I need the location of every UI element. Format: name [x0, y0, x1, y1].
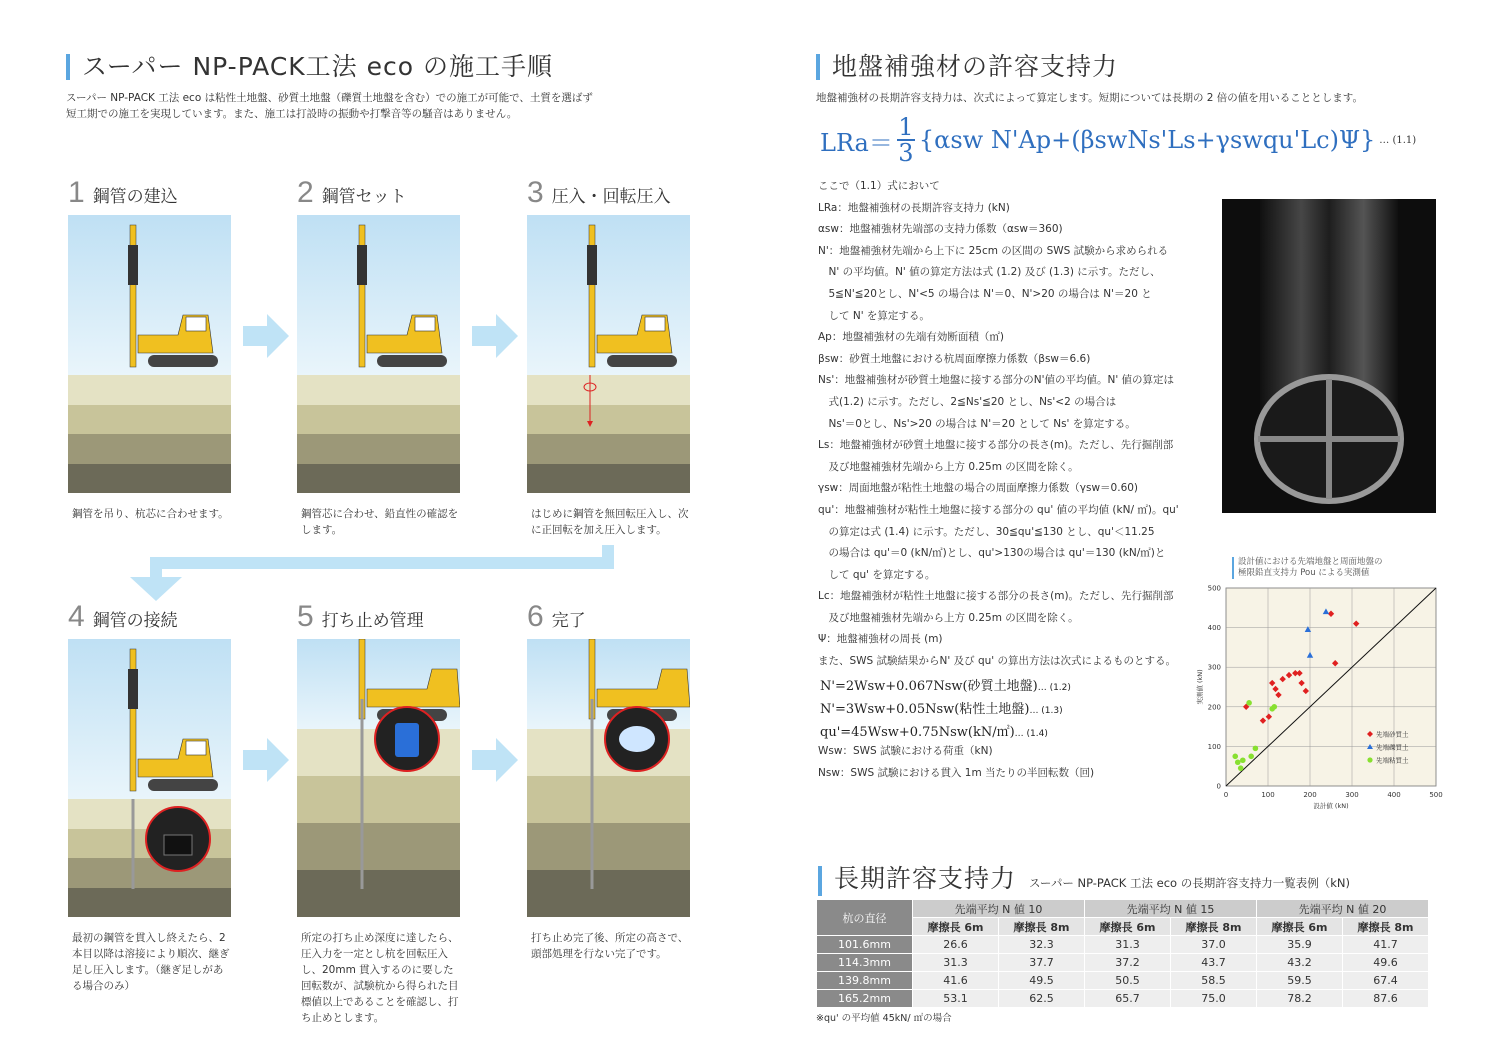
row-diameter: 101.6mm [817, 936, 913, 954]
y-axis-label: 実測値 (kN) [1196, 669, 1204, 705]
step-illustration-4 [68, 639, 231, 917]
definition-row: 式(1.2) に示す。ただし、2≦Ns'≦20 とし、Ns'<2 の場合は [818, 395, 1117, 408]
equation-row: N'=3Wsw+0.05Nsw(粘性土地盤)… (1.3) [820, 702, 1063, 717]
table-note: ※qu' の平均値 45kN/ ㎡の場合 [816, 1013, 952, 1024]
table-cell: 43.7 [1171, 954, 1257, 972]
row-diameter: 139.8mm [817, 972, 913, 990]
table-cell: 35.9 [1257, 936, 1343, 954]
table-cell: 43.2 [1257, 954, 1343, 972]
table-row [817, 990, 1429, 1008]
step-heading-4: 4 鋼管の接続 [68, 600, 178, 633]
step-illustration-5 [297, 639, 460, 917]
definition-row: Nsw：SWS 試験における貫入 1m 当たりの半回転数（回) [818, 766, 1095, 779]
equation-row: N'=2Wsw+0.067Nsw(砂質土地盤)… (1.2) [820, 679, 1071, 694]
y-tick-label: 400 [1207, 624, 1221, 633]
definition-row: ここで（1.1）式において [818, 180, 940, 192]
header-diameter: 杭の直径 [817, 900, 913, 936]
step-caption-5: 所定の打ち止め深度に達したら、 圧入力を一定とし杭を回転圧入 し、20mm 貫入するのに要した 回転数が、試験杭から得られた目 標値以上であることを確認し、打 ち止めとします。 [301, 932, 459, 1024]
definition-row: N'：地盤補強材先端から上下に 25cm の区間の SWS 試験から求められる [818, 244, 1169, 257]
data-point-circle [1246, 700, 1252, 706]
table-cell: 49.6 [1343, 954, 1429, 972]
data-point-circle [1253, 746, 1259, 752]
steel-pipe-photo [1222, 199, 1436, 513]
definition-row: の場合は qu'＝0 (kN/㎡)とし、qu'>130の場合は qu'＝130 (kN/㎡)と [818, 547, 1166, 560]
definition-row: Ns'＝0とし、Ns'>20 の場合は N'＝20 として Ns' を算定する。 [818, 417, 1136, 430]
header-group: 先端平均 N 値 15 [1085, 900, 1257, 918]
row-diameter: 165.2mm [817, 990, 913, 1008]
step-arrow-2 [472, 314, 518, 358]
table-cell: 67.4 [1343, 972, 1429, 990]
step-heading-3: 3 圧入・回転圧入 [527, 176, 671, 209]
definition-row: して qu' を算定する。 [818, 568, 936, 581]
table-cell: 53.1 [913, 990, 999, 1008]
table-cell: 50.5 [1085, 972, 1171, 990]
step-arrow-1 [243, 314, 289, 358]
table-cell: 41.7 [1343, 936, 1429, 954]
table-title: 長期許容支持力 スーパー NP-PACK 工法 eco の長期許容支持力一覧表例（kN) [818, 866, 1350, 896]
definition-row: γsw：周面地盤が粘性土地盤の場合の周面摩擦力係数（γsw＝0.60) [818, 482, 1139, 495]
definition-row: Ap：地盤補強材の先端有効断面積（㎡) [818, 331, 1004, 344]
header-sub: 摩擦長 6m [1085, 918, 1171, 936]
data-point-circle [1248, 754, 1254, 760]
step-heading-1: 1 鋼管の建込 [68, 176, 178, 209]
legend-label: 先端粘質土 [1376, 756, 1409, 765]
table-cell: 41.6 [913, 972, 999, 990]
data-point-circle [1272, 704, 1278, 710]
step-heading-5: 5 打ち止め管理 [297, 600, 424, 633]
x-axis-label: 設計値 (kN) [1313, 802, 1349, 810]
definition-row: βsw：砂質土地盤における杭周面摩擦力係数（βsw＝6.6) [818, 352, 1091, 365]
step-caption-3: はじめに鋼管を無回転圧入し、次 に正回転を加え圧入します。 [531, 508, 689, 536]
y-tick-label: 500 [1207, 584, 1221, 593]
step-caption-4: 最初の鋼管を貫入し終えたら、2 本目以降は溶接により順次、継ぎ 足し圧入します。（継ぎ足しがあ る場合のみ） [72, 932, 230, 992]
table-row [817, 972, 1429, 990]
definition-row: また、SWS 試験結果からN' 及び qu' の算出方法は次式によるものとする。 [818, 655, 1177, 668]
definitions-list [818, 176, 1198, 673]
table-cell: 75.0 [1171, 990, 1257, 1008]
definition-row: αsw：地盤補強材先端部の支持力係数（αsw＝360) [818, 223, 1063, 236]
table-cell: 87.6 [1343, 990, 1429, 1008]
x-tick-label: 0 [1223, 791, 1229, 799]
x-tick-label: 500 [1429, 791, 1443, 799]
scatter-chart [1190, 580, 1450, 820]
header-sub: 摩擦長 8m [999, 918, 1085, 936]
table-row [817, 954, 1429, 972]
x-tick-label: 100 [1261, 791, 1275, 799]
definition-row: Ns'：地盤補強材が砂質土地盤に接する部分のN'値の平均値。N' 値の算定は [818, 374, 1175, 387]
step-caption-6: 打ち止め完了後、所定の高さで、 頭部処理を行ない完了です。 [531, 932, 689, 960]
definitions-list-2 [818, 741, 1198, 784]
chart-title: 設計値における先端地盤と周面地盤の 極限鉛直支持力 Pou による実測値 [1232, 557, 1383, 579]
definition-row: 及び地盤補強材先端から上方 0.25m の区間を除く。 [818, 460, 1079, 473]
table-cell: 78.2 [1257, 990, 1343, 1008]
allowable-capacity-table [816, 899, 1429, 1008]
table-cell: 62.5 [999, 990, 1085, 1008]
table-cell: 31.3 [1085, 936, 1171, 954]
main-formula: LRa＝ 1 3 {αsw N'Ap+(βswNs'Ls+γswqu'Lc)Ψ} … (1.1) [820, 113, 1417, 167]
definition-row: Lc：地盤補強材が粘性土地盤に接する部分の長さ(m)。ただし、先行掘削部 [818, 590, 1174, 603]
data-point-circle [1240, 757, 1246, 763]
definition-row: 5≦N'≦20とし、N'<5 の場合は N'＝0、N'>20 の場合は N'＝20 と [818, 287, 1152, 300]
definition-row: 及び地盤補強材先端から上方 0.25m の区間を除く。 [818, 611, 1079, 624]
table-cell: 59.5 [1257, 972, 1343, 990]
y-tick-label: 300 [1207, 663, 1221, 672]
header-sub: 摩擦長 6m [1257, 918, 1343, 936]
step-arrow-3 [243, 738, 289, 782]
table-cell: 31.3 [913, 954, 999, 972]
table-cell: 37.7 [999, 954, 1085, 972]
step-heading-2: 2 鋼管セット [297, 176, 407, 209]
row-diameter: 114.3mm [817, 954, 913, 972]
table-cell: 37.2 [1085, 954, 1171, 972]
x-tick-label: 200 [1303, 791, 1317, 799]
step-illustration-3 [527, 215, 690, 493]
table-cell: 49.5 [999, 972, 1085, 990]
step-caption-1: 鋼管を吊り、杭芯に合わせます。 [72, 508, 229, 520]
header-sub: 摩擦長 8m [1171, 918, 1257, 936]
flow-turn-arrow [120, 545, 620, 601]
sws-equations [820, 676, 1071, 745]
legend-label: 先端砂質土 [1376, 730, 1409, 739]
step-caption-2: 鋼管芯に合わせ、鉛直性の確認を します。 [301, 508, 459, 536]
equation-row: qu'=45Wsw+0.75Nsw(kN/㎡)… (1.4) [820, 725, 1048, 740]
right-intro: 地盤補強材の長期許容支持力は、次式によって算定します。短期については長期の 2 倍の値を用いることとします。 [816, 92, 1363, 104]
definition-row: Wsw：SWS 試験における荷重（kN) [818, 745, 993, 757]
left-title: スーパー NP-PACK工法 eco の施工手順 [66, 54, 553, 80]
header-group: 先端平均 N 値 20 [1257, 900, 1429, 918]
table-cell: 37.0 [1171, 936, 1257, 954]
legend-label: 先端礫質土 [1376, 743, 1409, 752]
data-point-circle [1238, 765, 1244, 771]
step-illustration-1 [68, 215, 231, 493]
x-tick-label: 300 [1345, 791, 1359, 799]
table-cell: 32.3 [999, 936, 1085, 954]
y-tick-label: 200 [1207, 703, 1221, 712]
data-point-circle [1235, 759, 1241, 765]
step-arrow-4 [472, 738, 518, 782]
table-cell: 58.5 [1171, 972, 1257, 990]
table-cell: 65.7 [1085, 990, 1171, 1008]
x-tick-label: 400 [1387, 791, 1401, 799]
definition-row: qu'：地盤補強材が粘性土地盤に接する部分の qu' 値の平均値 (kN/ ㎡)。qu' [818, 503, 1179, 516]
y-tick-label: 0 [1216, 782, 1221, 791]
definition-row: して N' を算定する。 [818, 309, 930, 322]
legend-marker [1367, 757, 1372, 762]
table-row [817, 936, 1429, 954]
left-intro: スーパー NP-PACK 工法 eco は粘性土地盤、砂質土地盤（礫質土地盤を含む）での施工が可能で、土質を選ばず 短工期での施工を実現しています。また、施工は打設時の振動や打撃音等の騒音はありません。 [66, 92, 593, 120]
step-heading-6: 6 完了 [527, 600, 586, 633]
definition-row: LRa：地盤補強材の長期許容支持力 (kN) [818, 201, 1010, 214]
step-illustration-2 [297, 215, 460, 493]
step-illustration-6 [527, 639, 690, 917]
y-tick-label: 100 [1207, 742, 1221, 751]
definition-row: Ls：地盤補強材が砂質土地盤に接する部分の長さ(m)。ただし、先行掘削部 [818, 439, 1174, 452]
data-point-circle [1232, 754, 1238, 760]
header-group: 先端平均 N 値 10 [913, 900, 1085, 918]
definition-row: N' の平均値。N' 値の算定方法は式 (1.2) 及び (1.3) に示す。ただし、 [818, 266, 1161, 279]
right-title: 地盤補強材の許容支持力 [816, 54, 1118, 80]
header-sub: 摩擦長 8m [1343, 918, 1429, 936]
header-sub: 摩擦長 6m [913, 918, 999, 936]
definition-row: の算定は式 (1.4) に示す。ただし、30≦qu'≦130 とし、qu'＜11.25 [818, 525, 1155, 538]
table-cell: 26.6 [913, 936, 999, 954]
definition-row: Ψ：地盤補強材の周長 (m) [818, 633, 943, 646]
